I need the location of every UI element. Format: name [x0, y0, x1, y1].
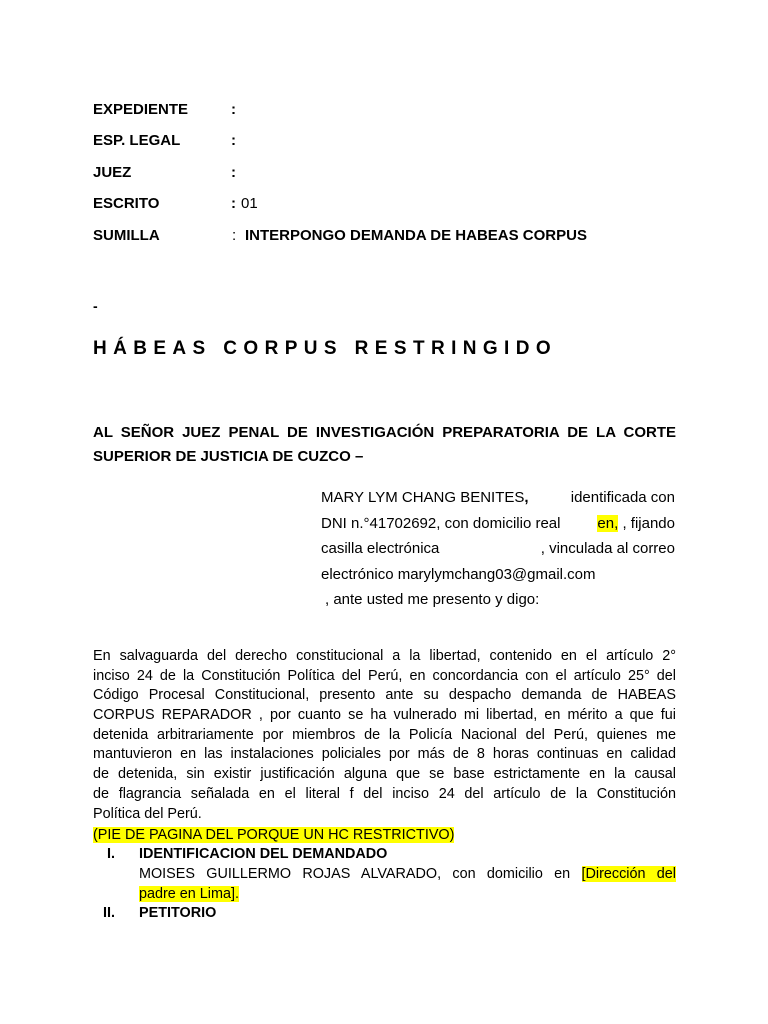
party-address-highlight: en,	[597, 514, 619, 532]
header-value: INTERPONGO DEMANDA DE HABEAS CORPUS	[245, 227, 587, 244]
defendant-line	[139, 865, 676, 885]
header-label: ESP. LEGAL	[93, 132, 181, 149]
header-colon: :	[231, 164, 236, 181]
defendant-text	[139, 865, 676, 904]
body-line: Código Procesal Constitucional, presento ante su despacho demanda de HABEAS	[93, 687, 676, 704]
header-colon: :	[232, 227, 237, 244]
footnote-note	[93, 826, 454, 845]
document-title: HÁBEAS CORPUS RESTRINGIDO	[93, 338, 558, 359]
body-line: inciso 24 de la Constitución Política del Perú, en concordancia con el artículo 25° del	[93, 667, 676, 684]
addressee: AL SEÑOR JUEZ PENAL DE INVESTIGACIÓN PREPARATORIA DE LA CORTE SUPERIOR DE JUSTICIA DE CUZCO –	[93, 424, 676, 465]
header-colon: :	[231, 195, 236, 212]
party-fijando: , fijando	[622, 514, 675, 532]
party-address-group	[597, 511, 675, 537]
defendant-address-highlight: [Dirección del	[581, 866, 677, 882]
party-line	[321, 511, 675, 537]
separator-dash: -	[93, 298, 98, 314]
body-line: de flagrancia señalada en el literal f del inciso 24 del artículo de la Constitución	[93, 785, 676, 802]
header-colon: :	[231, 101, 236, 118]
party-dni: DNI n.°41702692, con domicilio real	[321, 514, 561, 532]
body-paragraph	[93, 647, 676, 824]
party-name-separator: ,	[524, 489, 529, 506]
party-casilla: casilla electrónica	[321, 540, 440, 557]
party-identification	[321, 485, 675, 613]
body-line: Política del Perú.	[93, 805, 202, 822]
body-line: mantuvieron en las instalaciones policiales por más de 8 horas continuas en calidad	[93, 746, 676, 763]
party-vinculada: , vinculada al correo	[540, 540, 675, 557]
defendant-address-highlight: padre en Lima]	[139, 885, 235, 902]
party-email: electrónico marylymchang03@gmail.com	[321, 565, 596, 583]
footnote-note-text: (PIE DE PAGINA DEL PORQUE UN HC RESTRICTIVO)	[93, 827, 455, 843]
defendant-line	[139, 885, 676, 905]
header-colon: :	[231, 132, 236, 149]
party-name: MARY LYM CHANG BENITES	[321, 489, 525, 506]
party-line	[321, 485, 675, 511]
header-label: EXPEDIENTE	[93, 101, 189, 118]
section-number: I.	[107, 846, 115, 862]
body-line: CORPUS REPARADOR , por cuanto se ha vulnerado mi libertad, en mérito a que fui	[93, 707, 676, 724]
header-label: ESCRITO	[93, 195, 160, 212]
section-number: II.	[103, 905, 115, 921]
section-title: IDENTIFICACION DEL DEMANDADO	[139, 846, 388, 862]
party-identified: identificada con	[570, 489, 675, 506]
defendant-end: .	[235, 885, 239, 902]
body-line: En salvaguarda del derecho constitucional a la libertad, contenido en el artículo 2°	[93, 648, 676, 664]
party-closing: , ante usted me presento y digo:	[325, 591, 540, 608]
section-title: PETITORIO	[139, 905, 217, 921]
header-label: JUEZ	[93, 164, 132, 181]
body-line: de detenida, sin existir justificación alguna que se base estrictamente en la causal	[93, 766, 676, 783]
header-value: 01	[241, 195, 258, 212]
party-name-group	[321, 485, 529, 511]
body-line: detenida arbitrariamente por miembros de la Policía Nacional del Perú, quienes me	[93, 726, 676, 743]
header-label: SUMILLA	[93, 227, 160, 244]
party-line	[321, 536, 675, 562]
defendant-name: MOISES GUILLERMO ROJAS ALVARADO, con domicilio en	[139, 866, 571, 882]
